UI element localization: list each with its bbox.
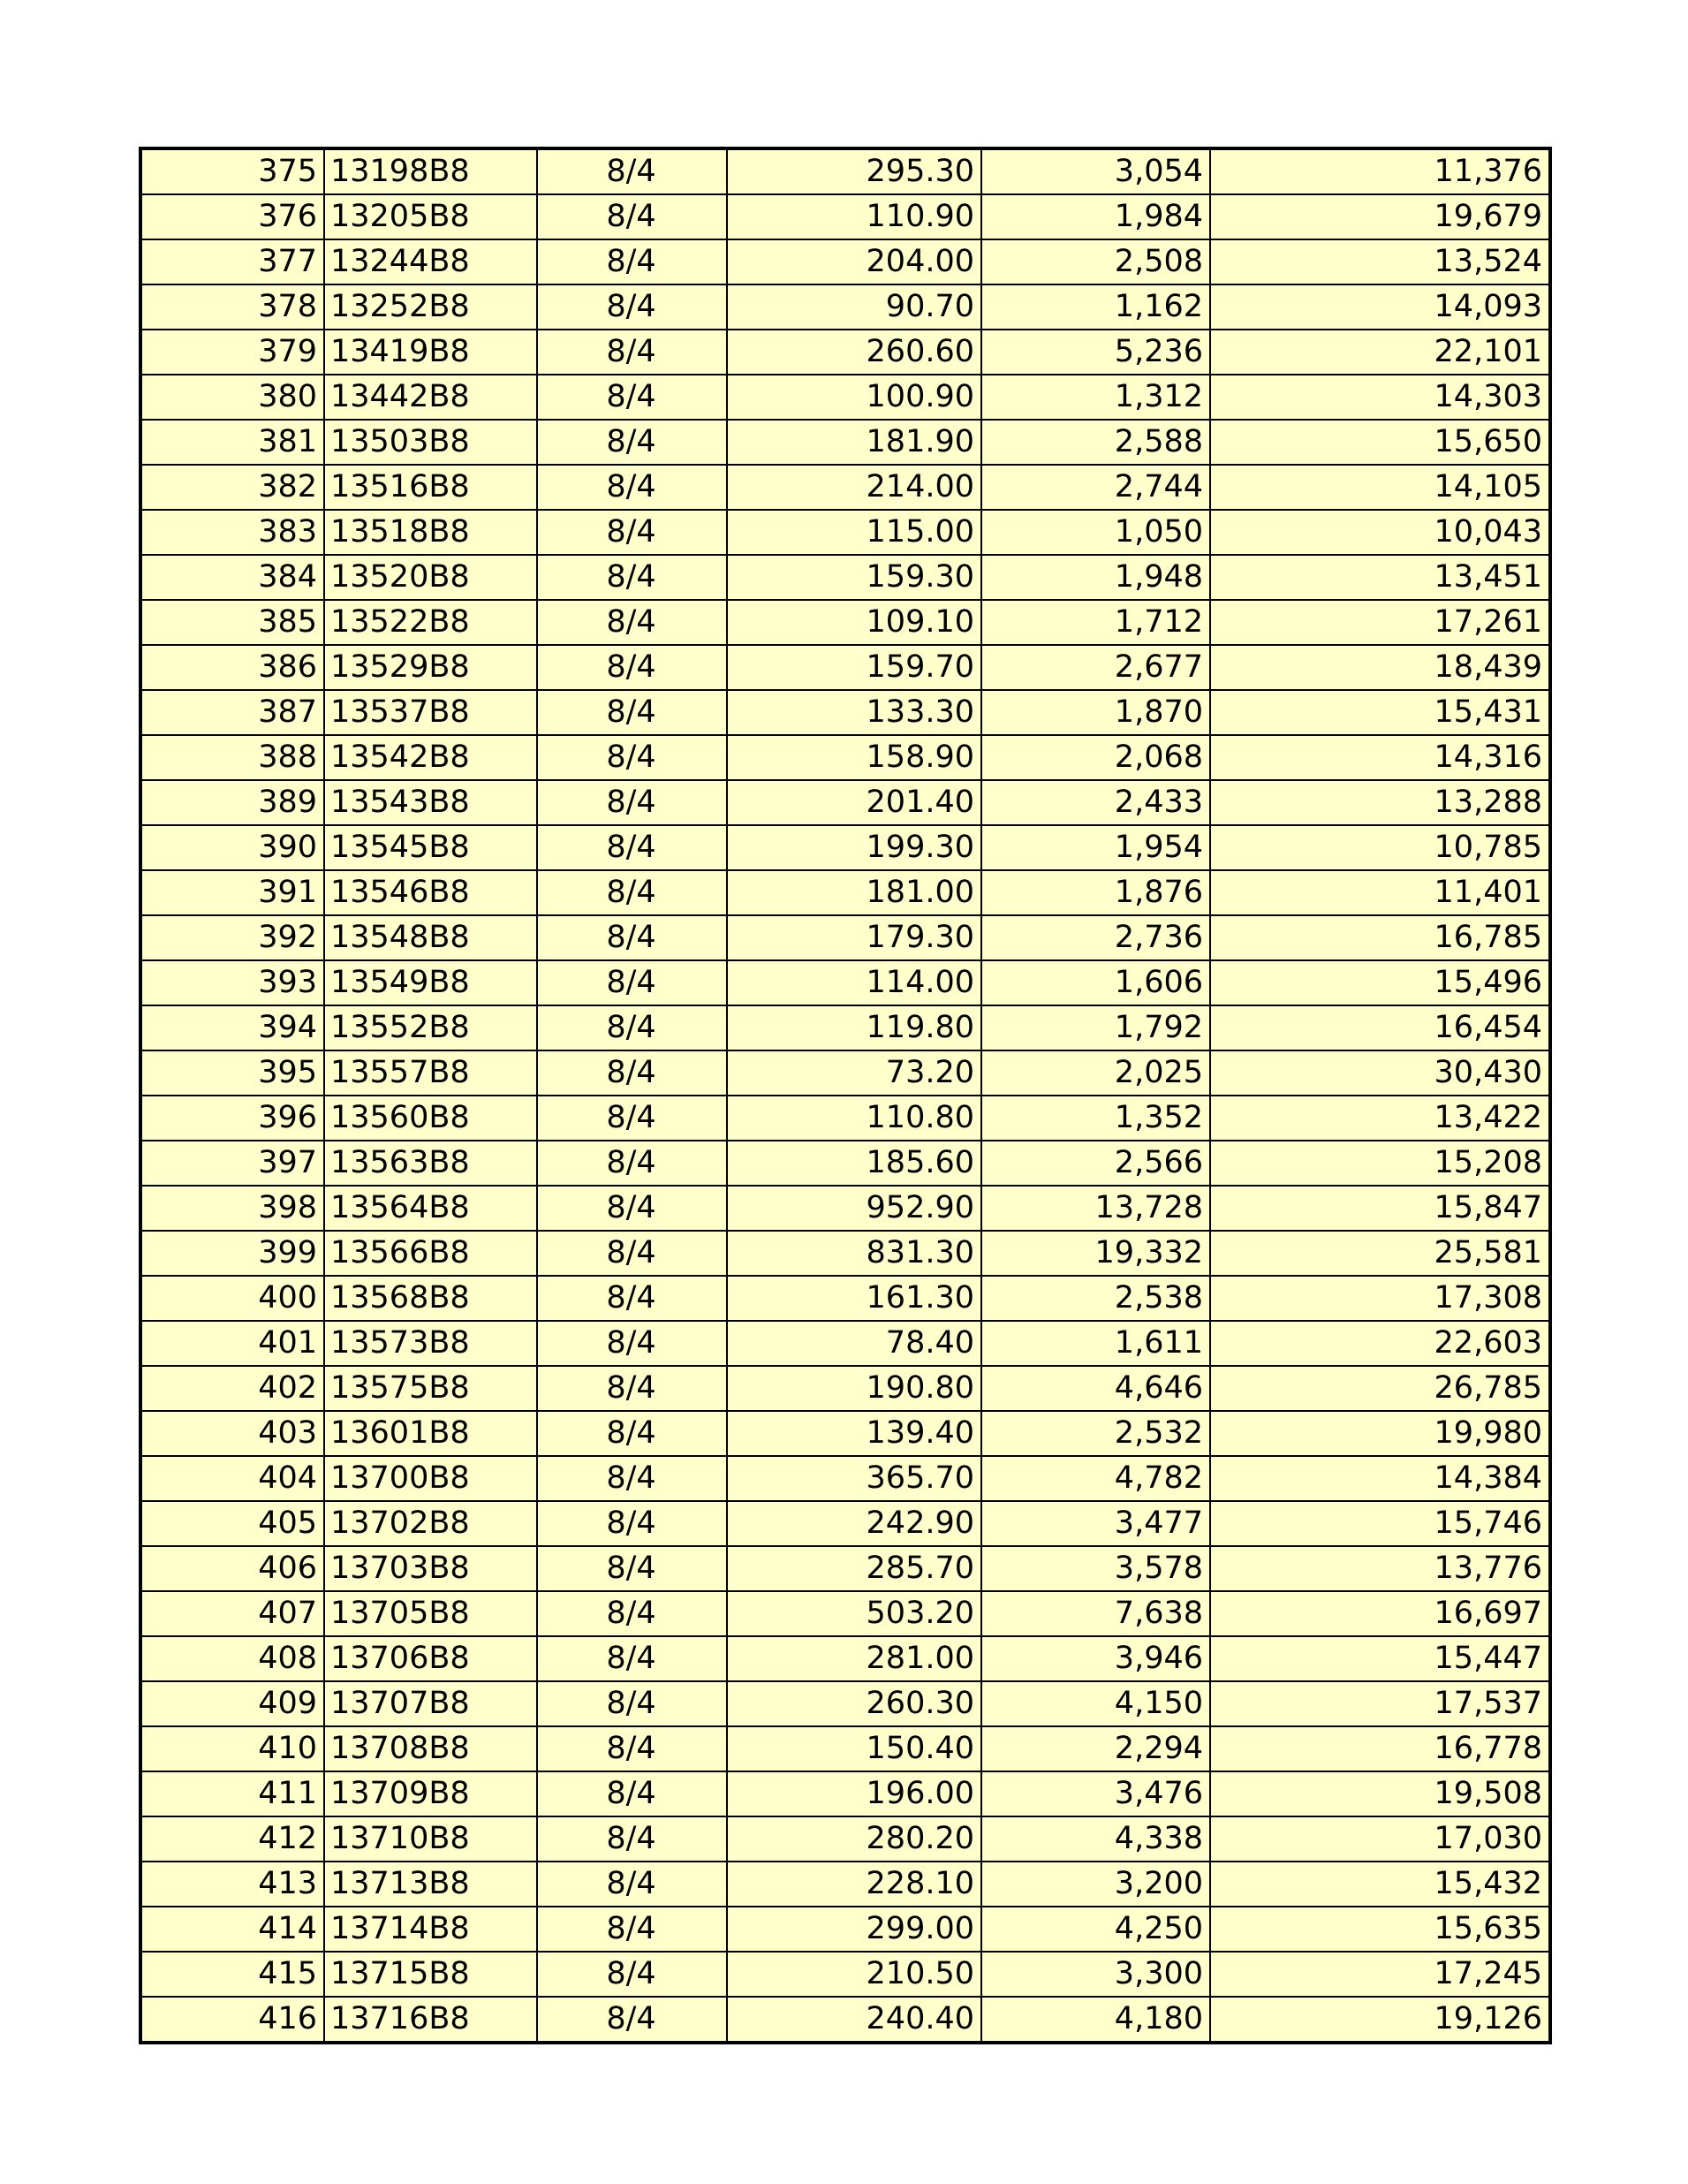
- value-a-cell: 210.50: [727, 1952, 981, 1997]
- value-c-cell: 15,447: [1210, 1636, 1550, 1681]
- thickness-cell: 8/4: [537, 780, 727, 825]
- thickness-cell: 8/4: [537, 1050, 727, 1096]
- item-id-cell: 13244B8: [324, 239, 537, 284]
- row-number-cell: 381: [140, 420, 324, 465]
- item-id-cell: 13520B8: [324, 555, 537, 600]
- value-c-cell: 10,785: [1210, 825, 1550, 870]
- thickness-cell: 8/4: [537, 1501, 727, 1546]
- value-a-cell: 150.40: [727, 1726, 981, 1771]
- table-row: [140, 960, 1550, 1005]
- value-a-cell: 365.70: [727, 1456, 981, 1501]
- item-id-cell: 13419B8: [324, 330, 537, 375]
- row-number-cell: 395: [140, 1050, 324, 1096]
- table-row: [140, 148, 1550, 194]
- row-number-cell: 405: [140, 1501, 324, 1546]
- item-id-cell: 13575B8: [324, 1366, 537, 1411]
- row-number-cell: 404: [140, 1456, 324, 1501]
- item-id-cell: 13529B8: [324, 645, 537, 690]
- item-id-cell: 13543B8: [324, 780, 537, 825]
- table-row: [140, 510, 1550, 555]
- thickness-cell: 8/4: [537, 870, 727, 915]
- table-row: [140, 1997, 1550, 2043]
- value-a-cell: 158.90: [727, 735, 981, 780]
- item-id-cell: 13710B8: [324, 1816, 537, 1862]
- thickness-cell: 8/4: [537, 1411, 727, 1456]
- value-a-cell: 199.30: [727, 825, 981, 870]
- row-number-cell: 400: [140, 1276, 324, 1321]
- value-a-cell: 260.60: [727, 330, 981, 375]
- row-number-cell: 412: [140, 1816, 324, 1862]
- value-a-cell: 133.30: [727, 690, 981, 735]
- value-a-cell: 196.00: [727, 1771, 981, 1816]
- table-row: [140, 1816, 1550, 1862]
- value-c-cell: 17,245: [1210, 1952, 1550, 1997]
- row-number-cell: 378: [140, 284, 324, 330]
- row-number-cell: 401: [140, 1321, 324, 1366]
- row-number-cell: 377: [140, 239, 324, 284]
- row-number-cell: 416: [140, 1997, 324, 2043]
- value-c-cell: 13,776: [1210, 1546, 1550, 1591]
- value-b-cell: 2,538: [981, 1276, 1210, 1321]
- row-number-cell: 376: [140, 194, 324, 239]
- value-b-cell: 5,236: [981, 330, 1210, 375]
- thickness-cell: 8/4: [537, 1186, 727, 1231]
- value-a-cell: 952.90: [727, 1186, 981, 1231]
- item-id-cell: 13708B8: [324, 1726, 537, 1771]
- item-id-cell: 13557B8: [324, 1050, 537, 1096]
- value-b-cell: 1,606: [981, 960, 1210, 1005]
- row-number-cell: 385: [140, 600, 324, 645]
- value-c-cell: 26,785: [1210, 1366, 1550, 1411]
- data-table: [139, 147, 1552, 2044]
- value-c-cell: 17,537: [1210, 1681, 1550, 1726]
- thickness-cell: 8/4: [537, 510, 727, 555]
- table-row: [140, 1681, 1550, 1726]
- value-b-cell: 2,677: [981, 645, 1210, 690]
- value-a-cell: 109.10: [727, 600, 981, 645]
- value-b-cell: 13,728: [981, 1186, 1210, 1231]
- value-b-cell: 19,332: [981, 1231, 1210, 1276]
- value-b-cell: 1,611: [981, 1321, 1210, 1366]
- value-b-cell: 1,870: [981, 690, 1210, 735]
- item-id-cell: 13537B8: [324, 690, 537, 735]
- item-id-cell: 13542B8: [324, 735, 537, 780]
- table-row: [140, 330, 1550, 375]
- row-number-cell: 413: [140, 1862, 324, 1907]
- value-c-cell: 10,043: [1210, 510, 1550, 555]
- value-c-cell: 15,650: [1210, 420, 1550, 465]
- thickness-cell: 8/4: [537, 690, 727, 735]
- row-number-cell: 384: [140, 555, 324, 600]
- row-number-cell: 397: [140, 1141, 324, 1186]
- item-id-cell: 13552B8: [324, 1005, 537, 1050]
- row-number-cell: 410: [140, 1726, 324, 1771]
- value-c-cell: 15,208: [1210, 1141, 1550, 1186]
- value-c-cell: 16,454: [1210, 1005, 1550, 1050]
- value-a-cell: 181.00: [727, 870, 981, 915]
- value-b-cell: 4,180: [981, 1997, 1210, 2043]
- value-a-cell: 179.30: [727, 915, 981, 960]
- row-number-cell: 393: [140, 960, 324, 1005]
- value-a-cell: 185.60: [727, 1141, 981, 1186]
- value-b-cell: 3,200: [981, 1862, 1210, 1907]
- thickness-cell: 8/4: [537, 1816, 727, 1862]
- thickness-cell: 8/4: [537, 330, 727, 375]
- value-a-cell: 139.40: [727, 1411, 981, 1456]
- item-id-cell: 13716B8: [324, 1997, 537, 2043]
- value-c-cell: 13,288: [1210, 780, 1550, 825]
- item-id-cell: 13198B8: [324, 148, 537, 194]
- value-c-cell: 11,401: [1210, 870, 1550, 915]
- value-c-cell: 25,581: [1210, 1231, 1550, 1276]
- value-a-cell: 100.90: [727, 375, 981, 420]
- value-b-cell: 1,162: [981, 284, 1210, 330]
- row-number-cell: 386: [140, 645, 324, 690]
- value-b-cell: 3,578: [981, 1546, 1210, 1591]
- value-a-cell: 110.80: [727, 1096, 981, 1141]
- value-c-cell: 16,778: [1210, 1726, 1550, 1771]
- row-number-cell: 389: [140, 780, 324, 825]
- row-number-cell: 383: [140, 510, 324, 555]
- thickness-cell: 8/4: [537, 1321, 727, 1366]
- item-id-cell: 13568B8: [324, 1276, 537, 1321]
- row-number-cell: 380: [140, 375, 324, 420]
- thickness-cell: 8/4: [537, 148, 727, 194]
- table-row: [140, 1546, 1550, 1591]
- value-c-cell: 19,508: [1210, 1771, 1550, 1816]
- row-number-cell: 379: [140, 330, 324, 375]
- value-b-cell: 1,876: [981, 870, 1210, 915]
- item-id-cell: 13715B8: [324, 1952, 537, 1997]
- item-id-cell: 13560B8: [324, 1096, 537, 1141]
- value-b-cell: 1,792: [981, 1005, 1210, 1050]
- item-id-cell: 13702B8: [324, 1501, 537, 1546]
- value-c-cell: 15,746: [1210, 1501, 1550, 1546]
- thickness-cell: 8/4: [537, 1862, 727, 1907]
- value-a-cell: 228.10: [727, 1862, 981, 1907]
- item-id-cell: 13703B8: [324, 1546, 537, 1591]
- value-b-cell: 4,338: [981, 1816, 1210, 1862]
- item-id-cell: 13549B8: [324, 960, 537, 1005]
- value-c-cell: 11,376: [1210, 148, 1550, 194]
- value-b-cell: 2,588: [981, 420, 1210, 465]
- row-number-cell: 392: [140, 915, 324, 960]
- row-number-cell: 390: [140, 825, 324, 870]
- thickness-cell: 8/4: [537, 1366, 727, 1411]
- item-id-cell: 13573B8: [324, 1321, 537, 1366]
- table-row: [140, 780, 1550, 825]
- thickness-cell: 8/4: [537, 375, 727, 420]
- value-b-cell: 2,532: [981, 1411, 1210, 1456]
- row-number-cell: 406: [140, 1546, 324, 1591]
- table-row: [140, 645, 1550, 690]
- value-b-cell: 2,736: [981, 915, 1210, 960]
- row-number-cell: 399: [140, 1231, 324, 1276]
- thickness-cell: 8/4: [537, 645, 727, 690]
- table-row: [140, 1862, 1550, 1907]
- value-c-cell: 18,439: [1210, 645, 1550, 690]
- item-id-cell: 13522B8: [324, 600, 537, 645]
- value-c-cell: 15,847: [1210, 1186, 1550, 1231]
- table-row: [140, 1726, 1550, 1771]
- thickness-cell: 8/4: [537, 1546, 727, 1591]
- item-id-cell: 13205B8: [324, 194, 537, 239]
- value-c-cell: 13,422: [1210, 1096, 1550, 1141]
- table-row: [140, 1411, 1550, 1456]
- item-id-cell: 13706B8: [324, 1636, 537, 1681]
- item-id-cell: 13548B8: [324, 915, 537, 960]
- table-row: [140, 1276, 1550, 1321]
- table-row: [140, 1005, 1550, 1050]
- thickness-cell: 8/4: [537, 1681, 727, 1726]
- value-a-cell: 159.30: [727, 555, 981, 600]
- value-c-cell: 17,308: [1210, 1276, 1550, 1321]
- item-id-cell: 13714B8: [324, 1907, 537, 1952]
- value-a-cell: 90.70: [727, 284, 981, 330]
- value-c-cell: 19,679: [1210, 194, 1550, 239]
- value-a-cell: 114.00: [727, 960, 981, 1005]
- item-id-cell: 13566B8: [324, 1231, 537, 1276]
- value-a-cell: 159.70: [727, 645, 981, 690]
- item-id-cell: 13707B8: [324, 1681, 537, 1726]
- item-id-cell: 13516B8: [324, 465, 537, 510]
- value-c-cell: 14,384: [1210, 1456, 1550, 1501]
- table-row: [140, 1186, 1550, 1231]
- thickness-cell: 8/4: [537, 1726, 727, 1771]
- thickness-cell: 8/4: [537, 1005, 727, 1050]
- table-row: [140, 1501, 1550, 1546]
- item-id-cell: 13713B8: [324, 1862, 537, 1907]
- row-number-cell: 388: [140, 735, 324, 780]
- thickness-cell: 8/4: [537, 465, 727, 510]
- value-b-cell: 1,954: [981, 825, 1210, 870]
- value-b-cell: 3,946: [981, 1636, 1210, 1681]
- row-number-cell: 414: [140, 1907, 324, 1952]
- value-b-cell: 1,712: [981, 600, 1210, 645]
- thickness-cell: 8/4: [537, 194, 727, 239]
- value-a-cell: 204.00: [727, 239, 981, 284]
- value-b-cell: 4,250: [981, 1907, 1210, 1952]
- thickness-cell: 8/4: [537, 735, 727, 780]
- value-c-cell: 14,093: [1210, 284, 1550, 330]
- value-a-cell: 503.20: [727, 1591, 981, 1636]
- value-c-cell: 13,524: [1210, 239, 1550, 284]
- value-c-cell: 15,496: [1210, 960, 1550, 1005]
- value-a-cell: 181.90: [727, 420, 981, 465]
- thickness-cell: 8/4: [537, 555, 727, 600]
- value-b-cell: 7,638: [981, 1591, 1210, 1636]
- value-c-cell: 15,431: [1210, 690, 1550, 735]
- item-id-cell: 13700B8: [324, 1456, 537, 1501]
- value-c-cell: 30,430: [1210, 1050, 1550, 1096]
- table-row: [140, 1096, 1550, 1141]
- table-row: [140, 375, 1550, 420]
- row-number-cell: 415: [140, 1952, 324, 1997]
- table-row: [140, 1907, 1550, 1952]
- value-b-cell: 3,476: [981, 1771, 1210, 1816]
- value-a-cell: 260.30: [727, 1681, 981, 1726]
- value-c-cell: 16,697: [1210, 1591, 1550, 1636]
- row-number-cell: 408: [140, 1636, 324, 1681]
- value-b-cell: 4,646: [981, 1366, 1210, 1411]
- thickness-cell: 8/4: [537, 960, 727, 1005]
- thickness-cell: 8/4: [537, 1276, 727, 1321]
- table-row: [140, 825, 1550, 870]
- row-number-cell: 394: [140, 1005, 324, 1050]
- value-b-cell: 3,300: [981, 1952, 1210, 1997]
- value-c-cell: 19,126: [1210, 1997, 1550, 2043]
- thickness-cell: 8/4: [537, 1141, 727, 1186]
- thickness-cell: 8/4: [537, 1952, 727, 1997]
- row-number-cell: 409: [140, 1681, 324, 1726]
- row-number-cell: 411: [140, 1771, 324, 1816]
- value-a-cell: 110.90: [727, 194, 981, 239]
- table-row: [140, 1771, 1550, 1816]
- value-b-cell: 4,782: [981, 1456, 1210, 1501]
- value-b-cell: 2,025: [981, 1050, 1210, 1096]
- table-row: [140, 915, 1550, 960]
- thickness-cell: 8/4: [537, 1096, 727, 1141]
- value-b-cell: 1,948: [981, 555, 1210, 600]
- value-b-cell: 4,150: [981, 1681, 1210, 1726]
- table-row: [140, 600, 1550, 645]
- table-row: [140, 194, 1550, 239]
- item-id-cell: 13563B8: [324, 1141, 537, 1186]
- value-a-cell: 831.30: [727, 1231, 981, 1276]
- value-a-cell: 73.20: [727, 1050, 981, 1096]
- value-a-cell: 281.00: [727, 1636, 981, 1681]
- thickness-cell: 8/4: [537, 1591, 727, 1636]
- thickness-cell: 8/4: [537, 825, 727, 870]
- item-id-cell: 13564B8: [324, 1186, 537, 1231]
- value-a-cell: 295.30: [727, 148, 981, 194]
- value-b-cell: 2,294: [981, 1726, 1210, 1771]
- value-c-cell: 14,303: [1210, 375, 1550, 420]
- value-c-cell: 17,030: [1210, 1816, 1550, 1862]
- row-number-cell: 398: [140, 1186, 324, 1231]
- value-c-cell: 15,432: [1210, 1862, 1550, 1907]
- value-b-cell: 3,477: [981, 1501, 1210, 1546]
- table-body: [140, 148, 1550, 2043]
- thickness-cell: 8/4: [537, 1231, 727, 1276]
- value-a-cell: 299.00: [727, 1907, 981, 1952]
- item-id-cell: 13546B8: [324, 870, 537, 915]
- table-row: [140, 1952, 1550, 1997]
- thickness-cell: 8/4: [537, 420, 727, 465]
- row-number-cell: 387: [140, 690, 324, 735]
- value-a-cell: 242.90: [727, 1501, 981, 1546]
- value-a-cell: 214.00: [727, 465, 981, 510]
- thickness-cell: 8/4: [537, 239, 727, 284]
- value-a-cell: 190.80: [727, 1366, 981, 1411]
- row-number-cell: 375: [140, 148, 324, 194]
- value-c-cell: 16,785: [1210, 915, 1550, 960]
- thickness-cell: 8/4: [537, 600, 727, 645]
- table-row: [140, 1591, 1550, 1636]
- value-c-cell: 15,635: [1210, 1907, 1550, 1952]
- value-c-cell: 22,101: [1210, 330, 1550, 375]
- item-id-cell: 13503B8: [324, 420, 537, 465]
- value-a-cell: 115.00: [727, 510, 981, 555]
- thickness-cell: 8/4: [537, 1636, 727, 1681]
- value-b-cell: 2,508: [981, 239, 1210, 284]
- value-b-cell: 3,054: [981, 148, 1210, 194]
- table-row: [140, 239, 1550, 284]
- value-b-cell: 2,068: [981, 735, 1210, 780]
- item-id-cell: 13705B8: [324, 1591, 537, 1636]
- table-row: [140, 1321, 1550, 1366]
- row-number-cell: 382: [140, 465, 324, 510]
- thickness-cell: 8/4: [537, 1771, 727, 1816]
- table-row: [140, 1231, 1550, 1276]
- value-a-cell: 240.40: [727, 1997, 981, 2043]
- row-number-cell: 402: [140, 1366, 324, 1411]
- table-row: [140, 284, 1550, 330]
- item-id-cell: 13518B8: [324, 510, 537, 555]
- table-row: [140, 1456, 1550, 1501]
- value-b-cell: 1,352: [981, 1096, 1210, 1141]
- value-c-cell: 14,316: [1210, 735, 1550, 780]
- value-b-cell: 2,566: [981, 1141, 1210, 1186]
- table-row: [140, 1141, 1550, 1186]
- value-a-cell: 285.70: [727, 1546, 981, 1591]
- value-b-cell: 1,050: [981, 510, 1210, 555]
- table-row: [140, 555, 1550, 600]
- item-id-cell: 13601B8: [324, 1411, 537, 1456]
- value-a-cell: 78.40: [727, 1321, 981, 1366]
- value-b-cell: 2,433: [981, 780, 1210, 825]
- value-c-cell: 19,980: [1210, 1411, 1550, 1456]
- table-row: [140, 1636, 1550, 1681]
- table-row: [140, 735, 1550, 780]
- item-id-cell: 13442B8: [324, 375, 537, 420]
- thickness-cell: 8/4: [537, 915, 727, 960]
- table-row: [140, 690, 1550, 735]
- item-id-cell: 13709B8: [324, 1771, 537, 1816]
- table-row: [140, 1050, 1550, 1096]
- value-a-cell: 161.30: [727, 1276, 981, 1321]
- thickness-cell: 8/4: [537, 1997, 727, 2043]
- value-c-cell: 14,105: [1210, 465, 1550, 510]
- row-number-cell: 403: [140, 1411, 324, 1456]
- value-c-cell: 22,603: [1210, 1321, 1550, 1366]
- value-a-cell: 280.20: [727, 1816, 981, 1862]
- row-number-cell: 407: [140, 1591, 324, 1636]
- thickness-cell: 8/4: [537, 1456, 727, 1501]
- thickness-cell: 8/4: [537, 1907, 727, 1952]
- table-row: [140, 420, 1550, 465]
- thickness-cell: 8/4: [537, 284, 727, 330]
- value-b-cell: 2,744: [981, 465, 1210, 510]
- value-b-cell: 1,984: [981, 194, 1210, 239]
- value-a-cell: 201.40: [727, 780, 981, 825]
- value-b-cell: 1,312: [981, 375, 1210, 420]
- item-id-cell: 13252B8: [324, 284, 537, 330]
- value-c-cell: 17,261: [1210, 600, 1550, 645]
- table-row: [140, 1366, 1550, 1411]
- item-id-cell: 13545B8: [324, 825, 537, 870]
- value-a-cell: 119.80: [727, 1005, 981, 1050]
- row-number-cell: 391: [140, 870, 324, 915]
- value-c-cell: 13,451: [1210, 555, 1550, 600]
- table-row: [140, 870, 1550, 915]
- table-row: [140, 465, 1550, 510]
- row-number-cell: 396: [140, 1096, 324, 1141]
